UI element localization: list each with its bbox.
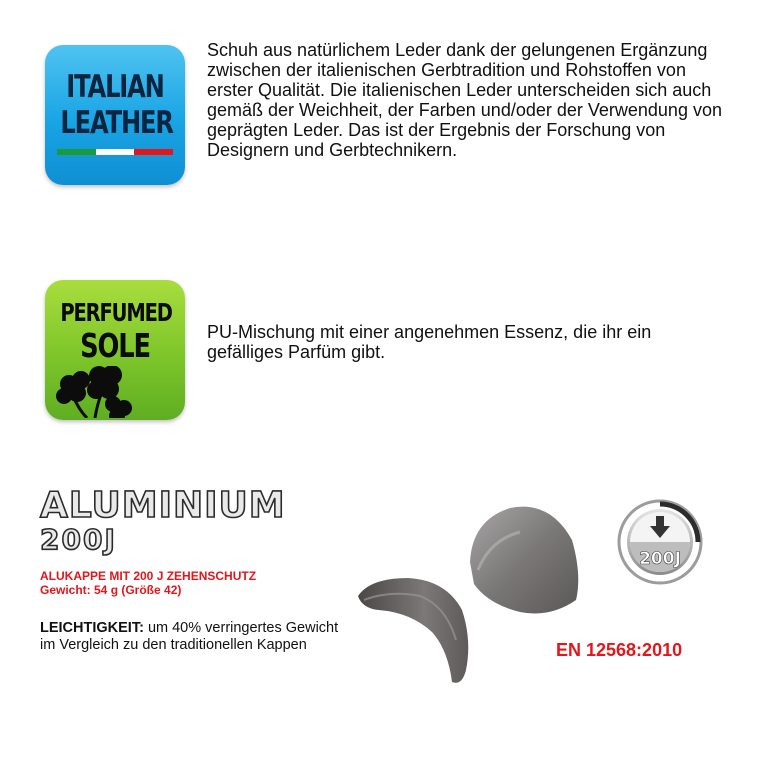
- flag-green: [57, 149, 96, 155]
- aluminium-title: ALUMINIUM: [40, 485, 286, 526]
- clover-icon: [51, 366, 141, 418]
- lightness-text: um 40% verringertes Gewicht im Vergleich zu den traditionellen Kappen: [40, 620, 339, 653]
- flag-red: [134, 149, 173, 155]
- badge-line-italian: ITALIAN: [66, 69, 164, 105]
- toecap-spec: ALUKAPPE MIT 200 J ZEHENSCHUTZ: [40, 569, 257, 583]
- badge-line-leather: LEATHER: [60, 105, 173, 141]
- perfumed-sole-badge: [45, 280, 185, 420]
- gauge-label: 200J: [639, 549, 681, 569]
- italian-leather-badge: [45, 45, 185, 185]
- italian-flag-stripe: [57, 149, 173, 155]
- lightness-label: LEICHTIGKEIT:: [40, 620, 144, 636]
- aluminium-subtitle: 200J: [40, 523, 117, 556]
- badge-line-sole: SOLE: [80, 326, 150, 365]
- badge-line-perfumed: PERFUMED: [60, 298, 172, 327]
- italian-leather-description: Schuh aus natürlichem Leder dank der gelungenen Ergänzung zwischen der italienischen Gerbtradition und Rohstoffen von erster Qualität. Die italienischen Leder unterscheiden sich auch gemäß der Weichheit, der Farben und/oder der Verwendung von geprägten Leder. Das ist der Ergebnis der Forschung von Designern und Gerbtechnikern.: [207, 40, 722, 160]
- toecap-weight: Gewicht: 54 g (Größe 42): [40, 583, 182, 597]
- aluminium-toecap-image: [350, 500, 600, 690]
- standard-label: EN 12568:2010: [556, 640, 683, 660]
- perfumed-sole-description: PU-Mischung mit einer angenehmen Essenz, die ihr ein gefälliges Parfüm gibt.: [207, 322, 652, 362]
- flag-white: [96, 149, 135, 155]
- lightness-description: [40, 620, 350, 653]
- impact-gauge-icon: [616, 498, 704, 586]
